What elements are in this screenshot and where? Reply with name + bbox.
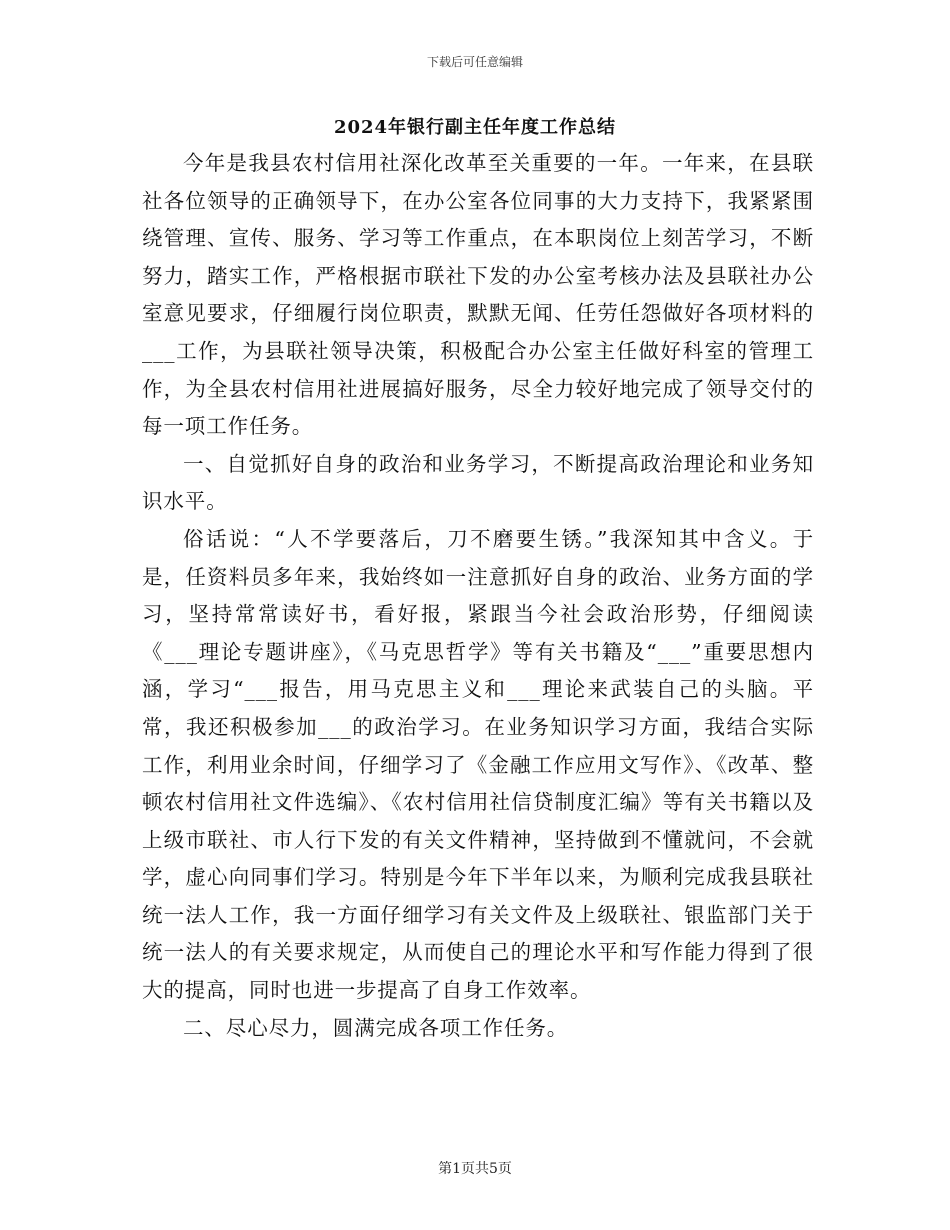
document-body (142, 145, 814, 1047)
document-title: 2024年银行副主任年度工作总结 (333, 117, 617, 138)
page-number: 第1页共5页 (438, 1161, 512, 1177)
paragraph-intro: 今年是我县农村信用社深化改革至关重要的一年。一年来，在县联社各位领导的正确领导下，在办公室各位同事的大力支持下，我紧紧围绕管理、宣传、服务、学习等工作重点，在本职岗位上刻苦学习，不断努力，踏实工作，严格根据市联社下发的办公室考核办法及县联社办公室意见要求，仔细履行岗位职责，默默无闻、任劳任怨做好各项材料的___工作，为县联社领导决策，积极配合办公室主任做好科室的管理工作，为全县农村信用社进展搞好服务，尽全力较好地完成了领导交付的每一项工作任务。 (142, 151, 814, 439)
page-header-note: 下载后可任意编辑 (426, 55, 523, 69)
paragraph-study: 俗话说：“人不学要落后，刀不磨要生锈。”我深知其中含义。于是，任资料员多年来，我始终如一注意抓好自身的政治、业务方面的学习，坚持常常读好书，看好报，紧跟当今社会政治形势，仔细阅读《___理论专题讲座》，《马克思哲学》等有关书籍及“___”重要思想内涵，学习“___报告，用马克思主义和___理论来武装自己的头脑。平常，我还积极参加___的政治学习。在业务知识学习方面，我结合实际工作，利用业余时间，仔细学习了《金融工作应用文写作》、《改革、整顿农村信用社文件选编》、《农村信用社信贷制度汇编》等有关书籍以及上级市联社、市人行下发的有关文件精神，坚持做到不懂就问，不会就学，虚心向同事们学习。特别是今年下半年以来，为顺利完成我县联社统一法人工作，我一方面仔细学习有关文件及上级联社、银监部门关于统一法人的有关要求规定，从而使自己的理论水平和写作能力得到了很大的提高，同时也进一步提高了自身工作效率。 (142, 526, 814, 1003)
section-heading-2: 二、尽心尽力，圆满完成各项工作任务。 (183, 1015, 569, 1040)
section-heading-1: 一、自觉抓好自身的政治和业务学习，不断提高政治理论和业务知识水平。 (142, 451, 814, 514)
